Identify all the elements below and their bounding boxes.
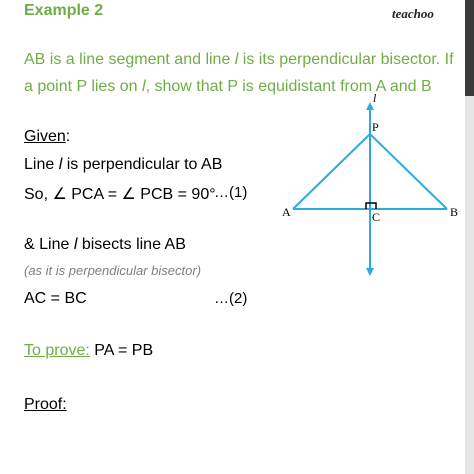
segment-pb: [370, 134, 447, 209]
equation-ref-1: …(1): [214, 184, 248, 201]
statement-text-1: AB is a line segment and line: [24, 51, 235, 68]
given-colon: :: [65, 128, 71, 145]
to-prove-heading: To prove:: [24, 342, 90, 359]
label-line-l: l: [373, 91, 377, 105]
statement-var-2: l: [142, 78, 146, 95]
page-title: Example 2: [24, 2, 104, 19]
label-b: B: [450, 205, 459, 219]
to-prove-text: PA = PB: [89, 342, 154, 359]
statement-text-3: , show that P is equidistant from A and B: [145, 78, 432, 95]
given-line1-var: l: [58, 156, 63, 173]
given-line3-suffix: bisects line AB: [77, 236, 186, 253]
brand-logo: teachoo: [392, 6, 434, 21]
statement-text-2: is its perpendicular bisector. If a point P lies on: [24, 51, 454, 95]
given-line3-prefix: & Line: [24, 236, 74, 253]
given-line-2: So, ∠ PCA = ∠ PCB = 90°: [24, 186, 216, 203]
given-line-4: AC = BC: [24, 290, 87, 307]
proof-heading-label: Proof:: [24, 396, 67, 413]
given-line3-var: l: [73, 236, 78, 253]
statement-var: l: [234, 51, 239, 68]
equation-ref-2: …(2): [214, 290, 248, 307]
label-c: C: [372, 210, 381, 224]
given-line1-prefix: Line: [24, 156, 59, 173]
given-note: (as it is perpendicular bisector): [24, 263, 202, 278]
given-heading-label: Given: [24, 128, 66, 145]
label-p: P: [372, 120, 379, 134]
segment-pa: [293, 134, 370, 209]
label-a: A: [282, 205, 291, 219]
given-line1-suffix: is perpendicular to AB: [62, 156, 223, 173]
